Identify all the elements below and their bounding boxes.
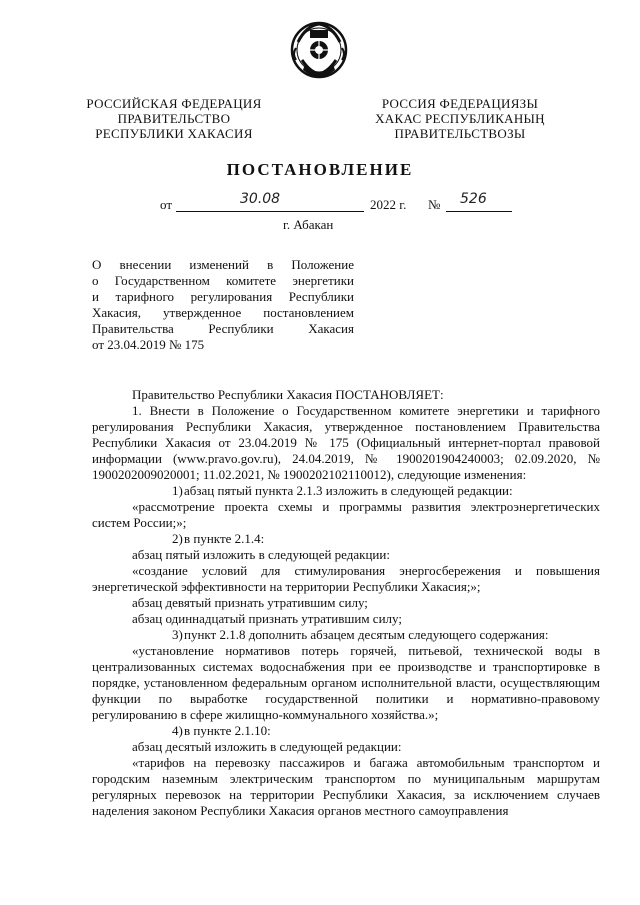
document-title: ПОСТАНОВЛЕНИЕ <box>226 160 414 179</box>
header-right-line-1: РОССИЯ ФЕДЕРАЦИЯЗЫ <box>381 96 539 111</box>
item-1 <box>92 483 600 499</box>
header-right-line-2: ХАКАС РЕСПУБЛИКАНЫҢ <box>375 111 545 126</box>
item-3-number: 3) <box>172 627 183 642</box>
item-2-quote: «создание условий для стимулирования энергосбережения и повышения энергетической эффективности на территории Республики Хакасия;»; <box>92 563 600 594</box>
item-3-quote: «установление нормативов потерь горячей, питьевой, технической воды в централизованных системах водоснабжения при ее производстве и транспортировке в порядке, установленном федеральным органом исполнительной власти, осуществляющим функции по выработке государственной политики и нормативно-правовому регулированию в сфере жилищно-коммунального хозяйства.»; <box>92 643 600 722</box>
city: г. Абакан <box>283 217 334 232</box>
subject-line: Правительства Республики Хакасия <box>92 321 354 336</box>
handwritten-date: 30.08 <box>240 191 281 207</box>
date-year: 2022 г. <box>370 197 407 212</box>
item-2-number: 2) <box>172 531 183 546</box>
item-3 <box>92 627 600 643</box>
item-4-number: 4) <box>172 723 183 738</box>
item-2 <box>92 531 600 547</box>
subject-line: О внесении изменений в Положение <box>92 257 354 272</box>
item-2-para-c: абзац одиннадцатый признать утратившим силу; <box>132 611 402 626</box>
header-left-line-2: ПРАВИТЕЛЬСТВО <box>117 111 231 126</box>
item-2-para-a: абзац пятый изложить в следующей редакции: <box>132 547 390 562</box>
republic-of-khakassia-emblem-icon <box>288 20 350 84</box>
document-body <box>92 387 600 819</box>
item-2-text: в пункте 2.1.4: <box>184 531 265 546</box>
item-1-number: 1) <box>172 483 183 498</box>
date-underline <box>176 211 364 212</box>
header-left-line-3: РЕСПУБЛИКИ ХАКАСИЯ <box>95 126 253 141</box>
subject-block <box>92 257 354 353</box>
paragraph-1: 1. Внести в Положение о Государственном комитете энергетики и тарифного регулирования Республики Хакасия, утвержденное постановлением Правительства Республики Хакасия от 23.04.2019 № 175 (Официальный интернет-портал правовой информации (www.pravo.gov.ru), 24.04.2019, № 1900201904240003; 02.09.2020, № 1900202009020001; 11.02.2021, № 1900202102110012), следующие изменения: <box>92 403 600 482</box>
item-1-quote: «рассмотрение проекта схемы и программы развития электроэнергетических систем России;»; <box>92 499 600 530</box>
item-4-quote: «тарифов на перевозку пассажиров и багажа автомобильным транспортом и городским наземным электрическим транспортом по муниципальным маршрутам регулярных перевозок на территории Республики Хакасия, за исключением случаев наделения законом Республики Хакасия органов местного самоуправления <box>92 755 600 818</box>
item-4-para-a: абзац десятый изложить в следующей редакции: <box>132 739 402 754</box>
date-prefix: от <box>160 197 173 212</box>
item-4-text: в пункте 2.1.10: <box>184 723 271 738</box>
number-sign: № <box>428 197 441 212</box>
item-4 <box>92 723 600 739</box>
header-right-line-3: ПРАВИТЕЛЬСТВОЗЫ <box>394 126 526 141</box>
subject-line: от 23.04.2019 № 175 <box>92 337 205 352</box>
handwritten-number: 526 <box>460 191 487 207</box>
item-1-text: абзац пятый пункта 2.1.3 изложить в следующей редакции: <box>184 483 513 498</box>
subject-line: и тарифного регулирования Республики <box>92 289 354 304</box>
item-2-para-b: абзац девятый признать утратившим силу; <box>132 595 368 610</box>
intro-paragraph: Правительство Республики Хакасия ПОСТАНОВЛЯЕТ: <box>132 387 444 402</box>
subject-line: о Государственном комитете энергетики <box>92 273 354 288</box>
header-right-block <box>370 96 550 141</box>
header-left-line-1: РОССИЙСКАЯ ФЕДЕРАЦИЯ <box>86 96 262 111</box>
subject-line: Хакасия, утвержденное постановлением <box>92 305 354 320</box>
header-left-block <box>84 96 264 141</box>
number-underline <box>446 211 512 212</box>
item-3-text: пункт 2.1.8 дополнить абзацем десятым следующего содержания: <box>184 627 549 642</box>
